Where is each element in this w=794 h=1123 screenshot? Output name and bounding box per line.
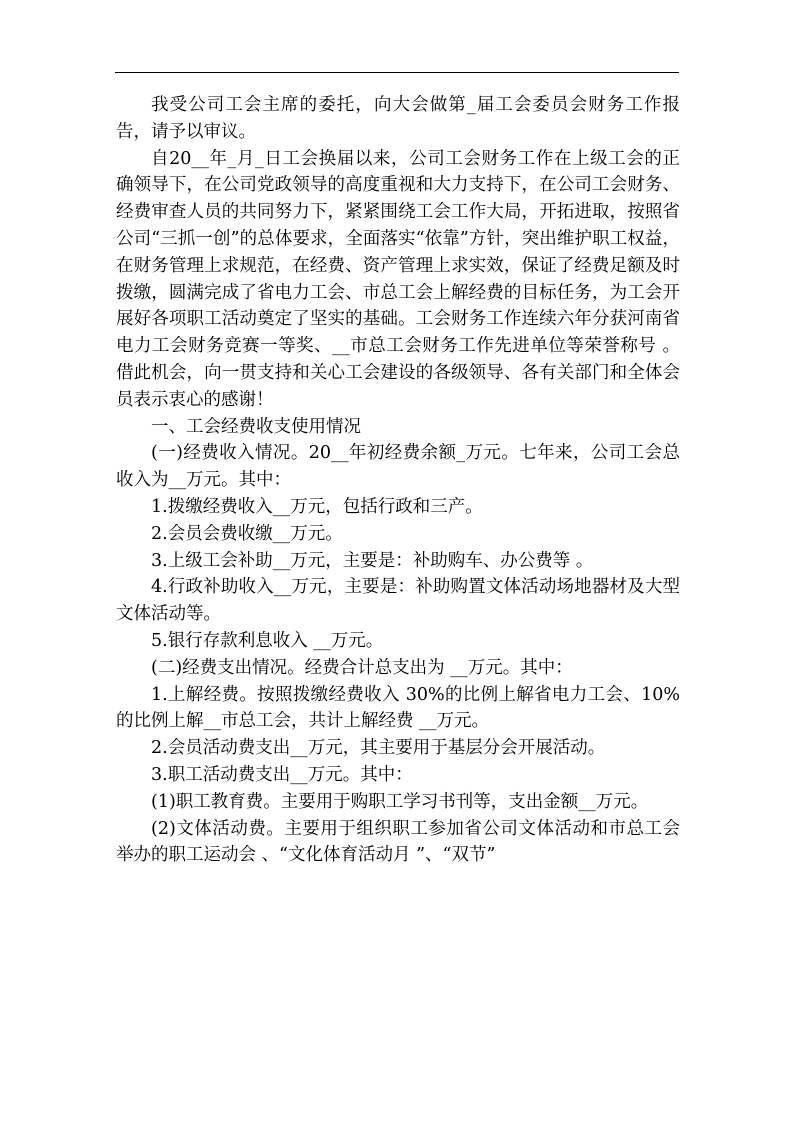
list-item: 3.上级工会补助__万元，主要是：补助购车、办公费等 。 [151, 550, 594, 571]
list-item: 3.职工活动费支出__万元。其中： [151, 764, 413, 785]
subsection-heading: (二)经费支出情况。经费合计总支出为 __万元。其中： [151, 657, 573, 678]
list-item: 2.会员活动费支出__万元，其主要用于基层分会开展活动。 [151, 738, 606, 759]
paragraph: 自20__年_月_日工会换届以来，公司工会财务工作在上级工会的正确领导下，在公司党政领导的高度重视和大力支持下，在公司工会财务、经费审查人员的共同努力下，紧紧围绕工会工作大局，开拓进取，按照省公司“三抓一创”的总体要求，全面落实“依靠”方针，突出维护职工权益，在财务管理上求规范，在经费、资产管理上求实效，保证了经费足额及时拨缴，圆满完成了省电力工会、市总工会上解经费的目标任务，为工会开展好各项职工活动奠定了坚实的基础。工会财务工作连续六年分获河南省电力工会财务竞赛一等奖、__市总工会财务工作先进单位等荣誉称号 。借此机会，向一贯支持和关心工会建设的各级领导、各有关部门和全体会员表示衷心的感谢！ [116, 148, 680, 410]
list-item: 2.会员会费收缴__万元。 [151, 523, 343, 544]
list-item: 5.银行存款利息收入 __万元。 [151, 630, 384, 651]
subsection-heading: (一)经费收入情况。20__年初经费余额_万元。七年来，公司工会总收入为__万元。其中： [116, 443, 680, 491]
list-item: 4.行政补助收入__万元，主要是：补助购置文体活动场地器材及大型文体活动等。 [116, 577, 680, 625]
list-item: 1.拨缴经费收入__万元，包括行政和三产。 [151, 496, 483, 517]
section-heading: 一、工会经费收支使用情况 [151, 416, 361, 437]
report-body [116, 92, 680, 869]
paragraph: 我受公司工会主席的委托，向大会做第_届工会委员会财务工作报告，请予以审议。 [116, 95, 680, 142]
list-item: 1.上解经费。按照拨缴经费收入 30%的比例上解省电力工会、10%的比例上解__市总工会，共计上解经费 __万元。 [116, 684, 680, 732]
header-rule [115, 72, 679, 73]
sub-list-item: (2)文体活动费。主要用于组织职工参加省公司文体活动和市总工会举办的职工运动会 、“文化体育活动月 ”、“双节” [116, 818, 680, 866]
sub-list-item: (1)职工教育费。主要用于购职工学习书刊等，支出金额__万元。 [151, 791, 649, 812]
